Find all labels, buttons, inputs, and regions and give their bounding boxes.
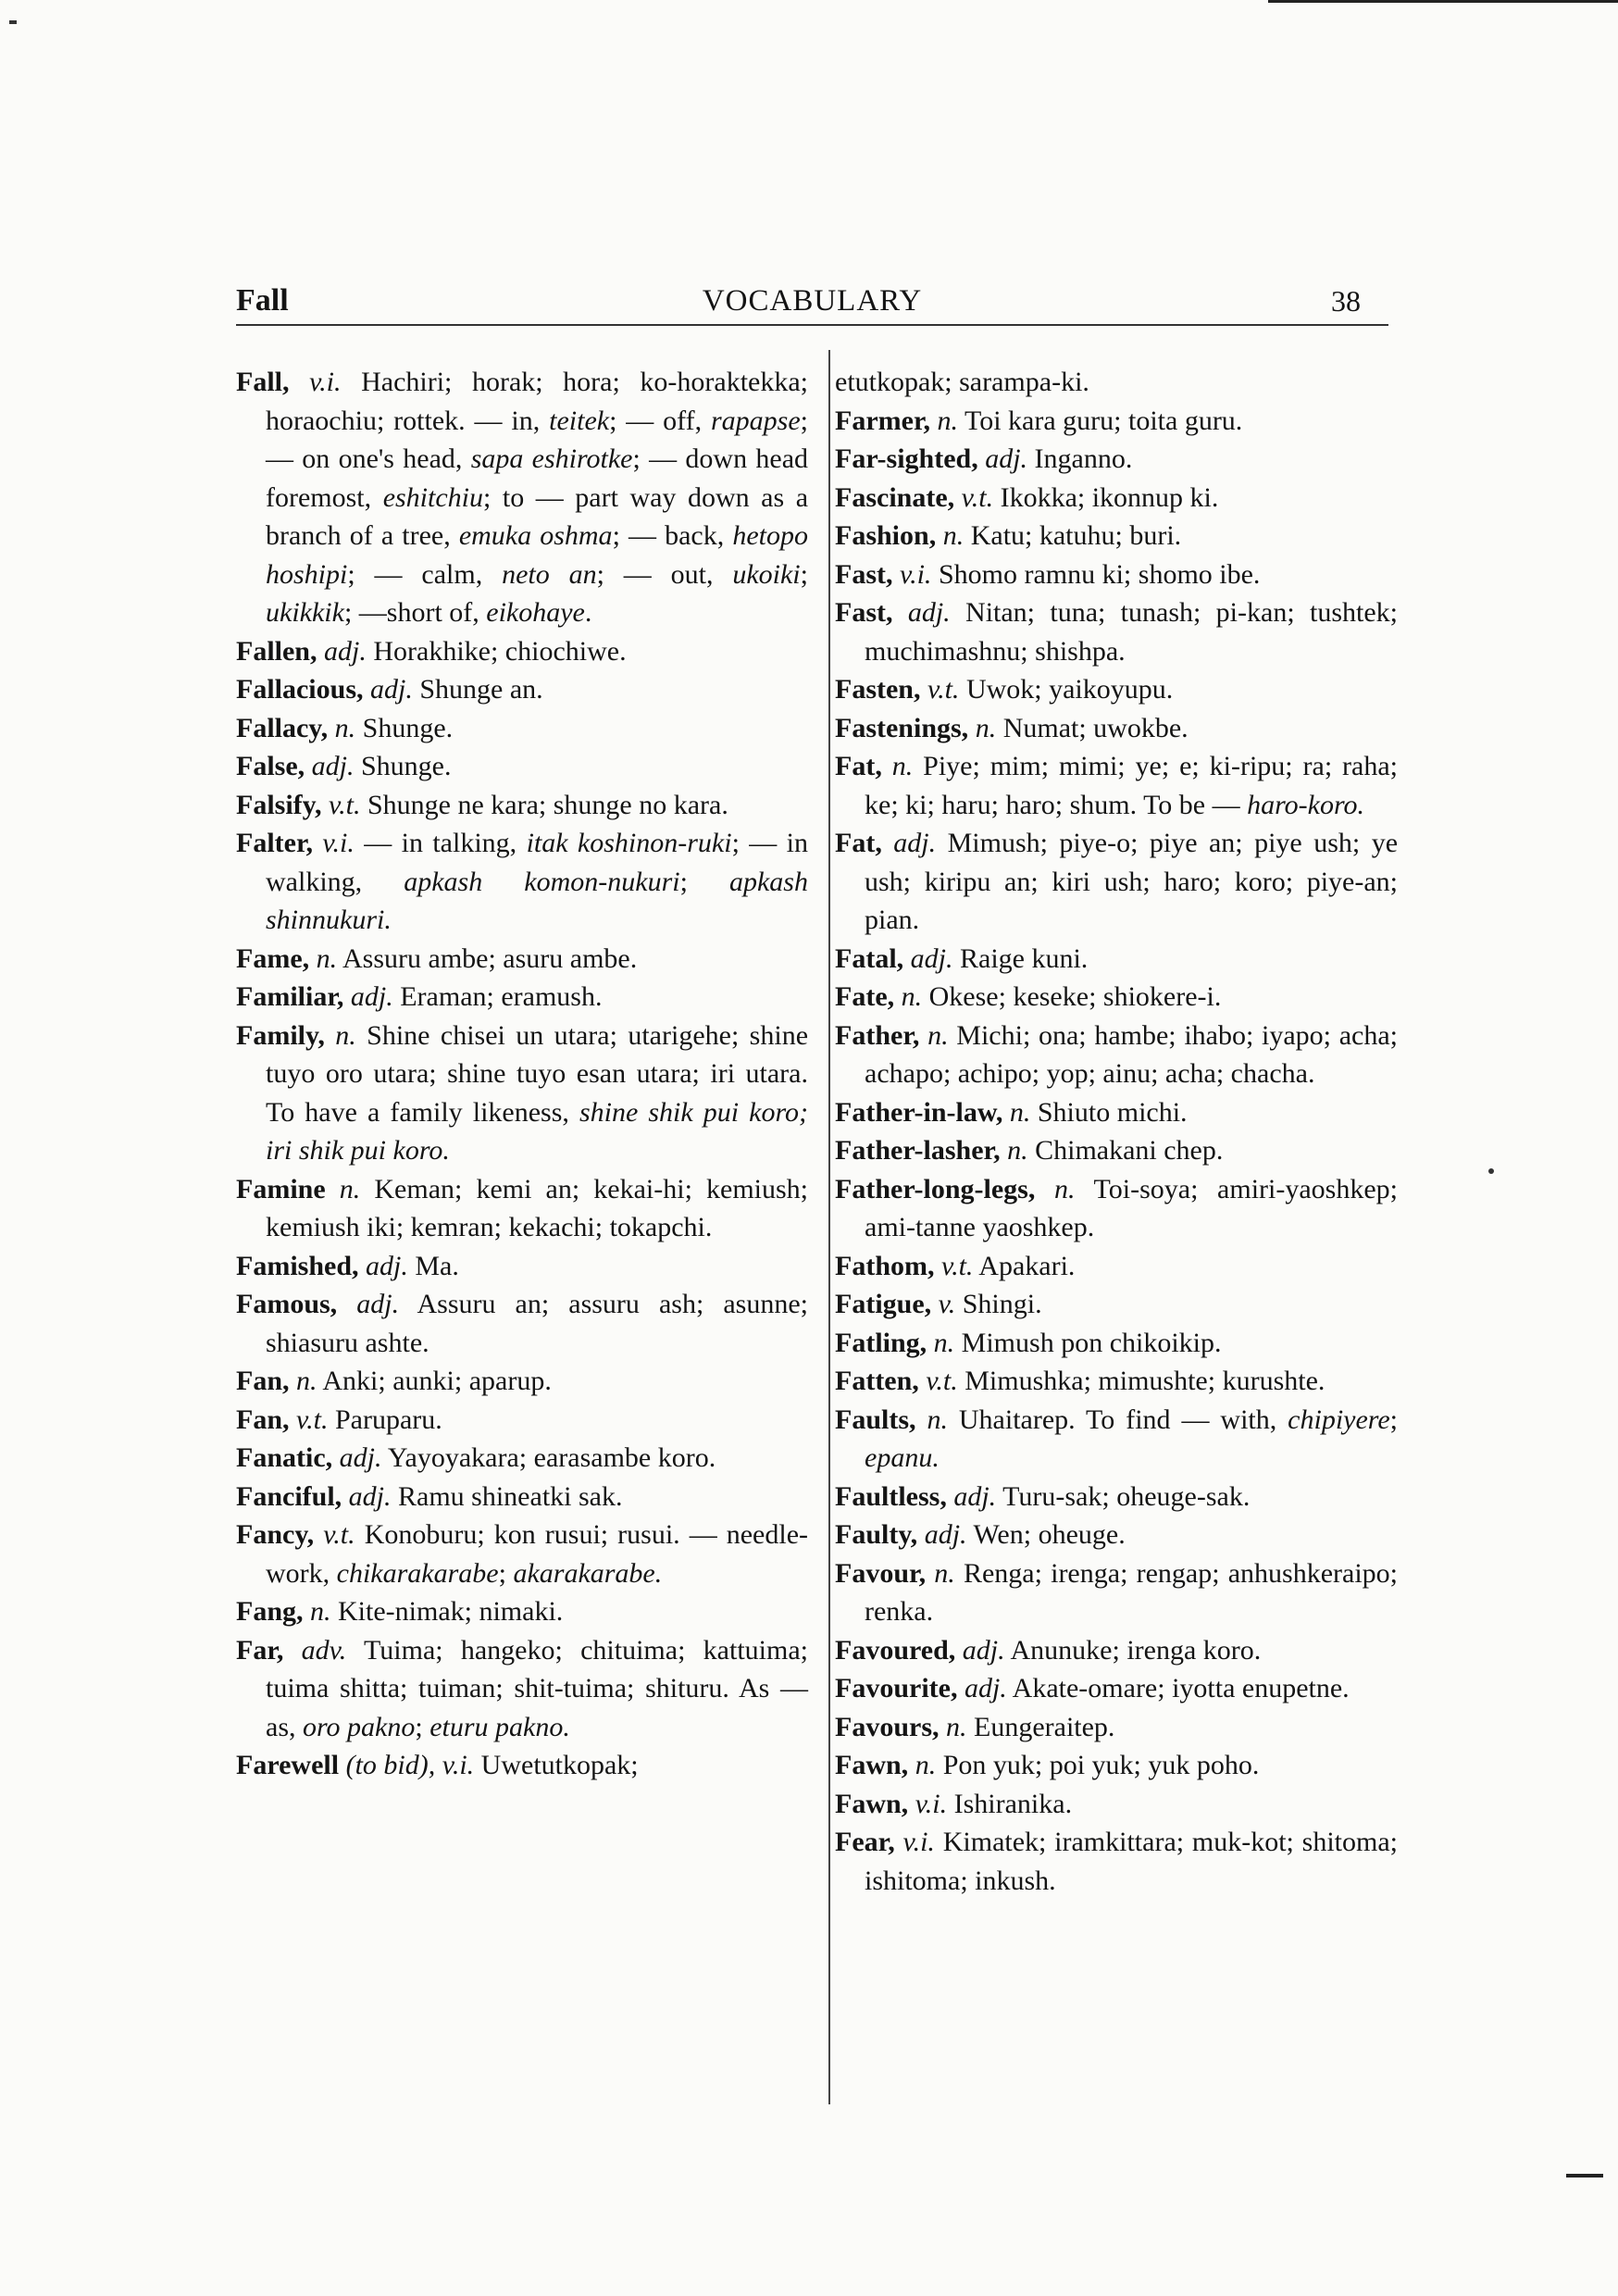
entry-headword: Fasten, xyxy=(835,674,921,705)
definition-text: Mimushka; mimushte; kurushte. xyxy=(965,1366,1326,1396)
scan-dot xyxy=(1488,1168,1494,1174)
definition-text: . xyxy=(584,597,592,628)
definition-text: Numat; uwokbe. xyxy=(1002,712,1189,743)
guide-word: Fall xyxy=(236,283,289,318)
ainu-phrase: chikarakarabe xyxy=(336,1557,499,1589)
ainu-phrase: hetopo hoshipi xyxy=(266,520,809,590)
entry-headword: Familiar, xyxy=(236,981,344,1012)
dictionary-entry xyxy=(835,1669,1398,1708)
scan-mark xyxy=(9,20,17,24)
entry-headword: Fallen, xyxy=(236,635,317,667)
dictionary-entry xyxy=(236,632,808,671)
entry-headword-note: (to bid), xyxy=(345,1750,436,1780)
dictionary-entry xyxy=(835,1785,1398,1824)
entry-headword: Fatling, xyxy=(835,1327,927,1358)
part-of-speech: adj. xyxy=(370,674,413,705)
part-of-speech: n. xyxy=(334,712,356,743)
dictionary-entry xyxy=(835,1285,1398,1324)
part-of-speech: adv. xyxy=(301,1634,347,1666)
entry-headword: Fallacy, xyxy=(236,712,329,743)
dictionary-entry xyxy=(835,1131,1398,1170)
dictionary-entry xyxy=(236,1285,808,1362)
definition-text: Tuima; hangeko; chituima; kattuima; tuima shitta; tuiman; shit-tuima; shituru. As — as, xyxy=(266,1634,808,1742)
definition-text: Shine chisei un utara; utarigehe; shine tuyo oro utara; shine tuyo esan utara; iri utara. To have a family likeness, xyxy=(266,1019,809,1128)
page-number: 38 xyxy=(1331,284,1361,318)
definition-text: Akate-omare; iyotta enupetne. xyxy=(1012,1673,1350,1703)
definition-text: ; xyxy=(679,866,729,897)
part-of-speech: n. xyxy=(937,405,959,436)
entry-headword: Fat, xyxy=(835,828,882,858)
definition-text: Chimakani chep. xyxy=(1035,1135,1224,1166)
part-of-speech: n. xyxy=(933,1327,955,1358)
entry-headword: Far-sighted, xyxy=(835,443,978,474)
definition-text: Shomo ramnu ki; shomo ibe. xyxy=(938,558,1261,590)
entry-headword: Favoured, xyxy=(835,1634,956,1666)
ainu-phrase: eturu pakno. xyxy=(429,1711,570,1742)
entry-headword: Famine xyxy=(236,1173,326,1204)
definition-text: Kite-nimak; nimaki. xyxy=(338,1596,564,1627)
part-of-speech: adj. xyxy=(348,1480,392,1512)
dictionary-entry xyxy=(835,555,1398,594)
entry-headword: Fawn, xyxy=(835,1788,909,1819)
part-of-speech: adj. xyxy=(962,1634,1005,1666)
ainu-phrase: epanu. xyxy=(865,1442,940,1473)
entry-headword: Fang, xyxy=(236,1596,304,1627)
definition-text: ; — off, xyxy=(609,405,711,436)
part-of-speech: n. xyxy=(946,1711,967,1742)
part-of-speech: v.i. xyxy=(900,558,932,590)
definition-text: Nitan; tuna; tunash; pi-kan; tushtek; muchimashnu; shishpa. xyxy=(865,597,1398,667)
dictionary-entry xyxy=(835,1746,1398,1785)
definition-text: ; — back, xyxy=(612,520,733,551)
definition-text: Toi kara guru; toita guru. xyxy=(964,405,1243,436)
entry-headword: Famished, xyxy=(236,1250,359,1281)
entry-headword: Fancy, xyxy=(236,1519,315,1550)
entry-headword: Fan, xyxy=(236,1366,290,1396)
ainu-phrase: akarakarabe. xyxy=(513,1557,663,1589)
part-of-speech: adj. xyxy=(893,828,937,858)
definition-text: ; xyxy=(800,558,808,590)
dictionary-entry xyxy=(236,1362,808,1401)
entry-headword: Father-long-legs, xyxy=(835,1173,1036,1204)
column-divider xyxy=(828,350,830,2104)
dictionary-entry xyxy=(835,1708,1398,1747)
dictionary-entry xyxy=(835,1401,1398,1478)
entry-headword: Fanciful, xyxy=(236,1480,342,1512)
dictionary-entry xyxy=(236,824,808,940)
entry-headword: Fast, xyxy=(835,558,893,590)
entry-headword: Family, xyxy=(236,1019,325,1051)
dictionary-entry xyxy=(236,1592,808,1631)
definition-text: ; — down head foremost, xyxy=(266,443,809,513)
definition-text: Uhaitarep. To find — with, xyxy=(958,1404,1288,1435)
part-of-speech: adj. xyxy=(907,597,951,628)
dictionary-entry xyxy=(236,1017,808,1170)
dictionary-entry xyxy=(835,1170,1398,1247)
definition-text: Konoburu; kon rusui; rusui. — needle-work, xyxy=(266,1519,809,1589)
definition-text: Hachiri; horak; hora; ko-horaktekka; horaochiu; rottek. — in, xyxy=(266,367,808,436)
entry-headword: Fascinate, xyxy=(835,481,955,513)
definition-text: ; xyxy=(415,1711,430,1742)
definition-text: Wen; oheuge. xyxy=(973,1519,1126,1550)
definition-text: Michi; ona; hambe; ihabo; iyapo; acha; achapo; achipo; yop; ainu; acha; chacha. xyxy=(865,1019,1398,1089)
left-column xyxy=(236,363,808,1785)
definition-text: Katu; katuhu; buri. xyxy=(970,520,1182,551)
part-of-speech: v.t. xyxy=(927,674,960,705)
dictionary-entry xyxy=(835,479,1398,518)
part-of-speech: n. xyxy=(901,981,923,1012)
ainu-phrase: itak koshinon-ruki xyxy=(526,828,732,858)
definition-text: Shiuto michi. xyxy=(1037,1096,1188,1128)
dictionary-entry xyxy=(835,747,1398,824)
part-of-speech: v. xyxy=(938,1289,956,1319)
part-of-speech: v.i. xyxy=(902,1827,935,1857)
part-of-speech: v.t. xyxy=(323,1519,355,1550)
definition-text: Assuru an; assuru ash; asunne; shiasuru ashte. xyxy=(266,1289,808,1358)
entry-headword: Fame, xyxy=(236,942,310,974)
part-of-speech: adj. xyxy=(985,443,1028,474)
dictionary-entry xyxy=(835,709,1398,748)
dictionary-entry xyxy=(835,1017,1398,1093)
part-of-speech: n. xyxy=(891,751,914,781)
entry-headword: Fallacious, xyxy=(236,674,364,705)
dictionary-entry xyxy=(236,978,808,1017)
page-header xyxy=(236,270,1388,326)
part-of-speech: n. xyxy=(1007,1135,1028,1166)
part-of-speech: n. xyxy=(975,712,997,743)
ainu-phrase: apkash komon-nukuri xyxy=(404,866,680,897)
dictionary-entry xyxy=(835,1478,1398,1516)
dictionary-entry xyxy=(236,1478,808,1516)
right-column xyxy=(835,363,1398,1900)
entry-headword: Favourite, xyxy=(835,1673,958,1703)
part-of-speech: n. xyxy=(915,1750,937,1780)
dictionary-entry xyxy=(835,593,1398,670)
definition-text: ; — out, xyxy=(596,558,733,590)
entry-headword: Father-lasher, xyxy=(835,1135,1001,1166)
definition-text: Ishiranika. xyxy=(953,1788,1073,1819)
part-of-speech: adj. xyxy=(953,1480,997,1512)
definition-text: ; to — part way down as a branch of a tree, xyxy=(266,481,809,551)
entry-headword: Favour, xyxy=(835,1557,927,1589)
entry-headword: Fat, xyxy=(835,751,882,781)
definition-text: Ma. xyxy=(415,1250,459,1281)
part-of-speech: adj. xyxy=(356,1289,400,1319)
part-of-speech: adj. xyxy=(339,1442,382,1473)
entry-headword: Faulty, xyxy=(835,1519,918,1550)
entry-headword: Fastenings, xyxy=(835,712,969,743)
dictionary-entry xyxy=(236,786,808,825)
ainu-phrase: chipiyere xyxy=(1288,1404,1390,1435)
part-of-speech: v.i. xyxy=(915,1788,948,1819)
dictionary-entry xyxy=(236,670,808,709)
definition-text: Apakari. xyxy=(978,1250,1076,1281)
ainu-phrase: teitek xyxy=(549,405,610,436)
dictionary-entry xyxy=(835,1554,1398,1631)
definition-text: Piye; mim; mimi; ye; e; ki-ripu; ra; raha; ke; ki; haru; haro; shum. To be — xyxy=(865,751,1399,820)
entry-headword: Farmer, xyxy=(835,405,931,436)
ainu-phrase: ukoiki xyxy=(732,558,801,590)
part-of-speech: n. xyxy=(339,1173,361,1204)
dictionary-entry xyxy=(835,940,1398,979)
definition-text: Kimatek; iramkittara; muk-kot; shitoma; ishitoma; inkush. xyxy=(865,1827,1399,1896)
dictionary-entry xyxy=(236,747,808,786)
part-of-speech: n. xyxy=(934,1557,955,1589)
page-title: VOCABULARY xyxy=(702,284,923,318)
part-of-speech: v.t. xyxy=(941,1250,974,1281)
definition-text: ; xyxy=(1389,1404,1399,1435)
part-of-speech: adj. xyxy=(366,1250,408,1281)
part-of-speech: n. xyxy=(310,1596,331,1627)
part-of-speech: v.t. xyxy=(296,1404,329,1435)
part-of-speech: adj. xyxy=(910,942,953,974)
definition-text: ; —short of, xyxy=(343,597,487,628)
entry-headword: Fashion, xyxy=(835,520,937,551)
header-rule xyxy=(236,324,1388,326)
definition-text: Renga; irenga; rengap; anhushkeraipo; renka. xyxy=(865,1557,1399,1627)
definition-text: ; — on one's head, xyxy=(266,405,808,474)
part-of-speech: v.t. xyxy=(329,789,361,820)
entry-headword: Father, xyxy=(835,1019,920,1051)
entry-headword: Far, xyxy=(236,1634,284,1666)
definition-text: Keman; kemi an; kekai-hi; kemiush; kemiush iki; kemran; kekachi; tokapchi. xyxy=(266,1173,809,1242)
definition-text: Mimush pon chikoikip. xyxy=(961,1327,1222,1358)
dictionary-entry xyxy=(236,1746,808,1785)
definition-text: Pon yuk; poi yuk; yuk poho. xyxy=(942,1750,1260,1780)
part-of-speech: n. xyxy=(335,1019,356,1051)
scan-bottom-mark xyxy=(1566,2174,1603,2177)
definition-text: Inganno. xyxy=(1034,443,1133,474)
part-of-speech: v.i. xyxy=(322,828,355,858)
definition-text: Anki; aunki; aparup. xyxy=(322,1366,552,1396)
dictionary-entry xyxy=(236,1401,808,1440)
definition-text: Uwok; yaikoyupu. xyxy=(965,674,1174,705)
entry-headword: Fear, xyxy=(835,1827,895,1857)
dictionary-entry xyxy=(835,517,1398,555)
part-of-speech: adj. xyxy=(311,751,355,781)
definition-text: etutkopak; sarampa-ki. xyxy=(835,367,1089,397)
ainu-phrase: neto an xyxy=(502,558,597,590)
dictionary-entry xyxy=(236,940,808,979)
definition-text: Turu-sak; oheuge-sak. xyxy=(1002,1480,1251,1512)
dictionary-entry xyxy=(835,1362,1398,1401)
dictionary-entry xyxy=(835,1093,1398,1132)
dictionary-entry xyxy=(835,363,1398,402)
definition-text: Shunge an. xyxy=(419,674,543,705)
part-of-speech: n. xyxy=(1009,1096,1031,1128)
definition-text: Shingi. xyxy=(962,1289,1042,1319)
definition-text: Eraman; eramush. xyxy=(400,981,603,1012)
dictionary-entry xyxy=(236,1439,808,1478)
entry-headword: Favours, xyxy=(835,1711,940,1742)
ainu-phrase: eikohaye xyxy=(486,597,585,628)
dictionary-entry xyxy=(236,709,808,748)
entry-headword: Fast, xyxy=(835,597,893,628)
entry-headword: Fan, xyxy=(236,1404,290,1435)
part-of-speech: adj. xyxy=(964,1673,1007,1703)
definition-text: Ikokka; ikonnup ki. xyxy=(1000,481,1219,513)
part-of-speech: n. xyxy=(927,1019,949,1051)
part-of-speech: v.i. xyxy=(309,367,342,397)
definition-text: Paruparu. xyxy=(334,1404,442,1435)
part-of-speech: n. xyxy=(296,1366,317,1396)
part-of-speech: n. xyxy=(942,520,965,551)
dictionary-entry xyxy=(236,1247,808,1286)
entry-headword: Fatal, xyxy=(835,942,904,974)
scan-edge-rule xyxy=(1268,0,1618,3)
ainu-phrase: sapa eshirotke xyxy=(470,443,633,474)
part-of-speech: n. xyxy=(316,942,338,974)
definition-text: Toi-soya; amiri-yaoshkep; ami-tanne yaoshkep. xyxy=(865,1173,1398,1242)
ainu-phrase: oro pakno xyxy=(303,1711,416,1742)
definition-text: ; xyxy=(498,1557,514,1589)
definition-text: Eungeraitep. xyxy=(974,1711,1115,1742)
entry-headword: Fanatic, xyxy=(236,1442,333,1473)
dictionary-entry xyxy=(835,824,1398,940)
dictionary-entry xyxy=(236,363,808,632)
dictionary-entry xyxy=(236,1170,808,1247)
entry-headword: Fatigue, xyxy=(835,1289,932,1319)
definition-text: Okese; keseke; shiokere-i. xyxy=(928,981,1222,1012)
entry-headword: Falsify, xyxy=(236,789,322,820)
definition-text: Yayoyakara; earasambe koro. xyxy=(387,1442,716,1473)
part-of-speech: adj. xyxy=(924,1519,967,1550)
dictionary-entry xyxy=(236,1631,808,1747)
entry-headword: False, xyxy=(236,751,305,781)
part-of-speech: v.t. xyxy=(961,481,994,513)
definition-text: Horakhike; chiochiwe. xyxy=(373,635,627,667)
ainu-phrase: ukikkik xyxy=(266,597,344,628)
part-of-speech: n. xyxy=(927,1404,948,1435)
dictionary-entry xyxy=(835,1247,1398,1286)
definition-text: Raige kuni. xyxy=(960,942,1089,974)
ainu-phrase: emuka oshma xyxy=(458,520,613,551)
entry-headword: Farewell xyxy=(236,1750,340,1780)
definition-text: — in talking, xyxy=(364,828,527,858)
entry-headword: Faultless, xyxy=(835,1480,947,1512)
definition-text: Shunge. xyxy=(362,712,454,743)
ainu-phrase: eshitchiu xyxy=(382,481,483,513)
entry-headword: Fate, xyxy=(835,981,895,1012)
entry-headword: Fathom, xyxy=(835,1250,935,1281)
ainu-phrase: apkash shinnukuri. xyxy=(266,866,808,935)
dictionary-entry xyxy=(835,1324,1398,1363)
part-of-speech: v.i. xyxy=(442,1750,475,1780)
definition-text: Shunge ne kara; shunge no kara. xyxy=(367,789,728,820)
dictionary-entry xyxy=(835,1823,1398,1900)
definition-text: Mimush; piye-o; piye an; piye ush; ye ush; kiripu an; kiri ush; haro; koro; piye-an; pian. xyxy=(865,828,1399,935)
definition-text: Shunge. xyxy=(361,751,452,781)
definition-text: ; — calm, xyxy=(347,558,503,590)
dictionary-entry xyxy=(835,402,1398,441)
definition-text: Anunuke; irenga koro. xyxy=(1010,1634,1262,1666)
definition-text: Ramu shineatki sak. xyxy=(398,1480,623,1512)
entry-headword: Fawn, xyxy=(835,1750,909,1780)
part-of-speech: n. xyxy=(1053,1173,1076,1204)
dictionary-entry xyxy=(835,1631,1398,1670)
dictionary-entry xyxy=(835,440,1398,479)
entry-headword: Father-in-law, xyxy=(835,1096,1003,1128)
entry-headword: Faults, xyxy=(835,1404,916,1435)
part-of-speech: adj. xyxy=(350,981,393,1012)
dictionary-entry xyxy=(835,670,1398,709)
definition-text: Assuru ambe; asuru ambe. xyxy=(342,942,638,974)
dictionary-entry xyxy=(835,978,1398,1017)
dictionary-entry xyxy=(835,1516,1398,1554)
dictionary-entry xyxy=(236,1516,808,1592)
ainu-phrase: rapapse xyxy=(710,405,801,436)
ainu-phrase: haro-koro. xyxy=(1247,789,1365,820)
entry-headword: Famous, xyxy=(236,1289,338,1319)
entry-headword: Fatten, xyxy=(835,1366,919,1396)
part-of-speech: v.t. xyxy=(926,1366,958,1396)
entry-headword: Falter, xyxy=(236,828,314,858)
definition-text: Uwetutkopak; xyxy=(480,1750,639,1780)
ainu-phrase: shine shik pui koro; iri shik pui koro. xyxy=(266,1096,808,1166)
entry-headword: Fall, xyxy=(236,367,290,397)
definition-text: ; — in walking, xyxy=(266,828,809,897)
part-of-speech: adj. xyxy=(324,635,367,667)
